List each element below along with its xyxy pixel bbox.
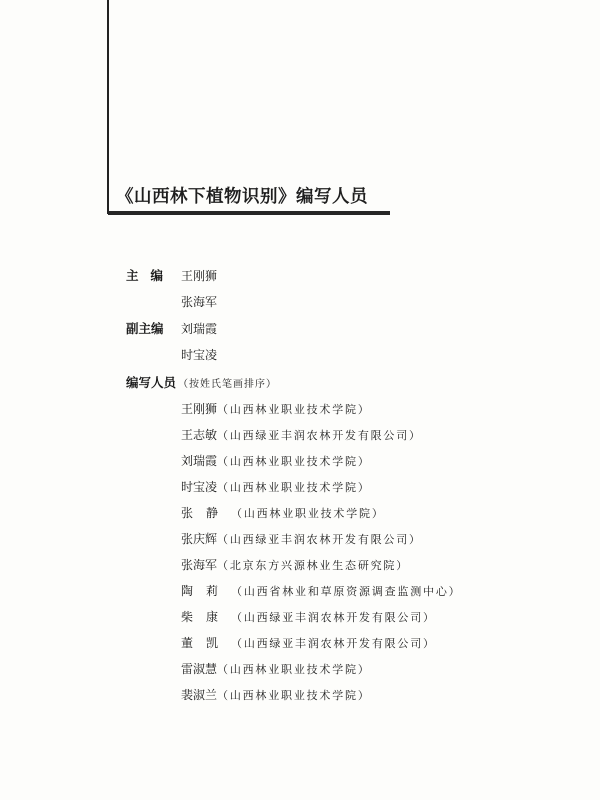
role-chief-editor: 主编 bbox=[126, 268, 176, 283]
member-name: 刘瑞霞 bbox=[181, 454, 218, 468]
member-affiliation: （山西林业职业技术学院） bbox=[217, 481, 371, 494]
role-deputy-editor: 副主编 bbox=[126, 321, 164, 336]
member-affiliation: （山西绿亚丰润农林开发有限公司） bbox=[217, 533, 422, 546]
writers-sort-note: （按姓氏笔画排序） bbox=[178, 379, 278, 390]
page-title: 《山西林下植物识别》编写人员 bbox=[116, 187, 368, 207]
member-row bbox=[181, 686, 371, 703]
member-row bbox=[181, 400, 371, 417]
chief-editor-name-1: 王刚狮 bbox=[181, 269, 218, 283]
member-row bbox=[181, 582, 461, 599]
member-row bbox=[181, 530, 422, 547]
left-vertical-rule bbox=[107, 0, 109, 214]
member-affiliation: （山西绿亚丰润农林开发有限公司） bbox=[231, 637, 436, 650]
member-row bbox=[181, 556, 409, 573]
member-name: 张海军 bbox=[181, 558, 218, 572]
member-name: 时宝凌 bbox=[181, 480, 218, 494]
member-name: 王志敏 bbox=[181, 428, 218, 442]
member-name: 雷淑慧 bbox=[181, 662, 218, 676]
member-row bbox=[181, 452, 371, 469]
writers-label: 编写人员 bbox=[126, 375, 177, 390]
member-affiliation: （山西林业职业技术学院） bbox=[217, 403, 371, 416]
role-writers bbox=[126, 373, 277, 391]
deputy-editor-name-1: 刘瑞霞 bbox=[181, 322, 218, 336]
member-affiliation: （山西绿亚丰润农林开发有限公司） bbox=[231, 611, 436, 624]
member-row bbox=[181, 660, 371, 677]
member-name: 柴康 bbox=[181, 610, 232, 624]
member-row bbox=[181, 426, 422, 443]
member-name: 裴淑兰 bbox=[181, 688, 218, 702]
member-name: 董凯 bbox=[181, 636, 232, 650]
title-underline bbox=[108, 211, 390, 215]
member-row bbox=[181, 504, 385, 521]
chief-editor-name-2: 张海军 bbox=[181, 295, 218, 309]
member-row bbox=[181, 608, 436, 625]
member-affiliation: （山西林业职业技术学院） bbox=[217, 689, 371, 702]
member-row bbox=[181, 634, 436, 651]
member-affiliation: （山西林业职业技术学院） bbox=[217, 455, 371, 468]
member-name: 张庆辉 bbox=[181, 532, 218, 546]
member-affiliation: （山西省林业和草原资源调查监测中心） bbox=[231, 585, 462, 598]
member-affiliation: （山西林业职业技术学院） bbox=[217, 663, 371, 676]
member-name: 陶莉 bbox=[181, 584, 232, 598]
member-name: 王刚狮 bbox=[181, 402, 218, 416]
member-name: 张静 bbox=[181, 506, 232, 520]
member-affiliation: （北京东方兴源林业生态研究院） bbox=[217, 559, 410, 572]
deputy-editor-name-2: 时宝凌 bbox=[181, 348, 218, 362]
member-affiliation: （山西林业职业技术学院） bbox=[231, 507, 385, 520]
member-affiliation: （山西绿亚丰润农林开发有限公司） bbox=[217, 429, 422, 442]
member-row bbox=[181, 478, 371, 495]
